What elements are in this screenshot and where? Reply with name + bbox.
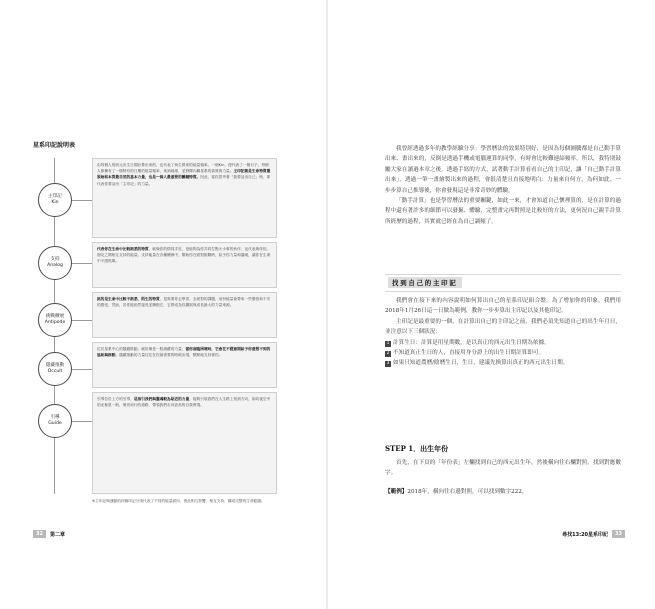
entry-box-antipode bbox=[92, 292, 277, 338]
intro-text bbox=[385, 144, 621, 227]
list-number: 3 bbox=[386, 361, 390, 367]
paragraph: 我曾經透過多年的教學經驗分享：學習曆法的效果特別好，是因為每個圖騰都是自己動手算出來、畫出來的，反倒是透過手機或電腦運算的同學，有時會比較難連結頻率。所以，我特別鼓勵大家在讀過本章之後，透過手寫的方式，試著動手計算看看自己的主印記，讓「自己動手計算出來」，透過一筆一畫繪製出來的過程，會很清楚且直接地明白：力量來自何方，為何如此。一步步算自己推導後，你會發現這是非常奇妙的體驗。 bbox=[385, 146, 621, 194]
list-item: 3 如果只知道農曆/陰曆生日，生日，建議先換算出真正的西元出生日期。 bbox=[386, 360, 569, 367]
circle-label-zh: 挑戰擴展 bbox=[45, 314, 65, 319]
entry-box-analog bbox=[92, 242, 277, 288]
circle-label-en: Occult bbox=[47, 369, 63, 374]
entry-box-kin bbox=[92, 158, 277, 238]
circle-label-zh: 主印記 bbox=[48, 194, 62, 199]
paragraph: 主印記是最重要的一個，在計算出自己的主印記之前，我們必須先知道自己的出生年月日，並注意以下三個狀況： bbox=[385, 318, 621, 336]
entry-text: 代表你在生命中比較熟悉的特質，就像你的情同手足，是能夠為你共同打點大小事的伙伴，也代表與伴侶、朋友之間相互支持的能量。支持能量在各種關係中，幫助你在面對挑戰時，給予你力量和溫暖，讓你在生命中不感孤單。 bbox=[97, 247, 271, 264]
entry-box-guide bbox=[92, 392, 277, 494]
step-text-block bbox=[385, 458, 621, 479]
list-item: 2 不知道真正生日的人，直接用身分證上的出生日期計算即可。 bbox=[386, 350, 545, 357]
table-title: 星系印記說明表 bbox=[33, 142, 76, 149]
circle-guide bbox=[38, 404, 72, 438]
connector-branch bbox=[72, 263, 92, 264]
circle-label-en: Kin bbox=[51, 200, 59, 205]
paragraph: 「動手計算」也是學習曆法的重要關鍵，如此一來，才會知道自己懷裡算的，是在計算的過程中還有著許多的細節可以發掘、體驗，完整畫完再對照是比較好的方法，更何況自己親手計算所經歷的過程，其實就已經在為自己調頻了。 bbox=[385, 198, 621, 225]
page-number: 33 bbox=[612, 530, 625, 538]
chapter-label: 尋找13:20星系印記 bbox=[562, 531, 609, 538]
circle-label-en: Analog bbox=[47, 263, 63, 268]
example-label: 【範例】 bbox=[385, 489, 408, 495]
circle-kin bbox=[38, 183, 72, 217]
circle-label-zh: 引導 bbox=[50, 415, 60, 420]
circle-label-en: Guide bbox=[48, 421, 62, 426]
list-number: 2 bbox=[386, 351, 390, 357]
circle-analog bbox=[38, 246, 72, 280]
section-heading bbox=[385, 274, 621, 292]
chapter-label: 第二章 bbox=[49, 531, 65, 538]
circle-label-zh: 隱藏推動 bbox=[45, 363, 65, 368]
step-title: STEP 1．出生年份 bbox=[385, 444, 449, 453]
section-label: 找到自己的主印記 bbox=[388, 277, 462, 288]
circle-occult bbox=[38, 352, 72, 386]
entry-text: 挑的是生命中比較不熟悉、陌生的特質，是需要你去學習、去面對的課題，這份能量會帶來一些緊張和不安的感受，然而，若你能坦然接受並擁抱它，它將成為你擴展與成長最大的力量來源。 bbox=[97, 297, 271, 308]
footnote: ※主印記與連動的四個印記分別代表了不同的能量面向，彼此相互影響、相互支持，構成完整的生命藍圖。 bbox=[92, 499, 265, 503]
connector-branch bbox=[72, 320, 92, 321]
list-number: 1 bbox=[386, 340, 390, 346]
circle-label-zh: 支持 bbox=[50, 257, 60, 262]
entry-text: 位於星系中心的隱藏推動，就好像是一股潛藏的力量，當你面臨困境時，它會在不經意間給予你意想不到的協助與推動。隱藏推動的力量往往在你最需要的時候出現，默默地支持著你。 bbox=[97, 347, 271, 358]
connector-branch bbox=[72, 369, 92, 370]
step-text: 首先，在下頁的「年份表」左欄找到自己的西元出生年，然後橫向往右欄對照，找到對應數字。 bbox=[385, 460, 621, 477]
folio-right bbox=[558, 530, 625, 538]
connector-branch bbox=[72, 421, 92, 422]
list-item: 1 計算生日：計算是用星期數，是以真正的西元出生日期為依據。 bbox=[386, 339, 550, 346]
entry-box-occult bbox=[92, 342, 277, 388]
left-page bbox=[0, 0, 327, 609]
entry-text: 引導位於上方的引導，是指引我們與靈魂較為貼近的力量，能夠引領我們在人生路上找到方向，如同夜空中的北極星一般，照亮前行的道路，帶領我們走向更高的自我實現。 bbox=[97, 397, 271, 408]
folio-left bbox=[33, 530, 69, 538]
circle-label-en: Antipode bbox=[44, 320, 66, 325]
page-number: 32 bbox=[33, 530, 46, 538]
paragraph: 我們會在接下來的內容說明如何算出自己的星系印記組合盤。為了增加你的印象，我們用2018年1月26日這一日做為範例，教你一步步算出主印記以及其他印記。 bbox=[385, 298, 621, 315]
example bbox=[385, 487, 621, 497]
section-text bbox=[385, 296, 621, 369]
example-text: 2018年，橫向往右邊對照，可以找到數字222。 bbox=[407, 489, 528, 495]
connector-branch bbox=[72, 200, 92, 201]
circle-antipode bbox=[38, 303, 72, 337]
entry-text: 由每個人的西元出生日期計算出來的，也代表了與生俱來的能量頻率。一個Kin，便代表了一個日子。每個人都擁有了一個特有的日期的能量頻率，來到地球，並發揮內屬星系的資質與力量。主印記就是生命特質最原始和本質最自然的基本力量，也是一個人最重要的關鍵特質。因此，當你思考著「我要活出自己」時，即代表你要活出「主印記」的力量。 bbox=[97, 163, 271, 186]
